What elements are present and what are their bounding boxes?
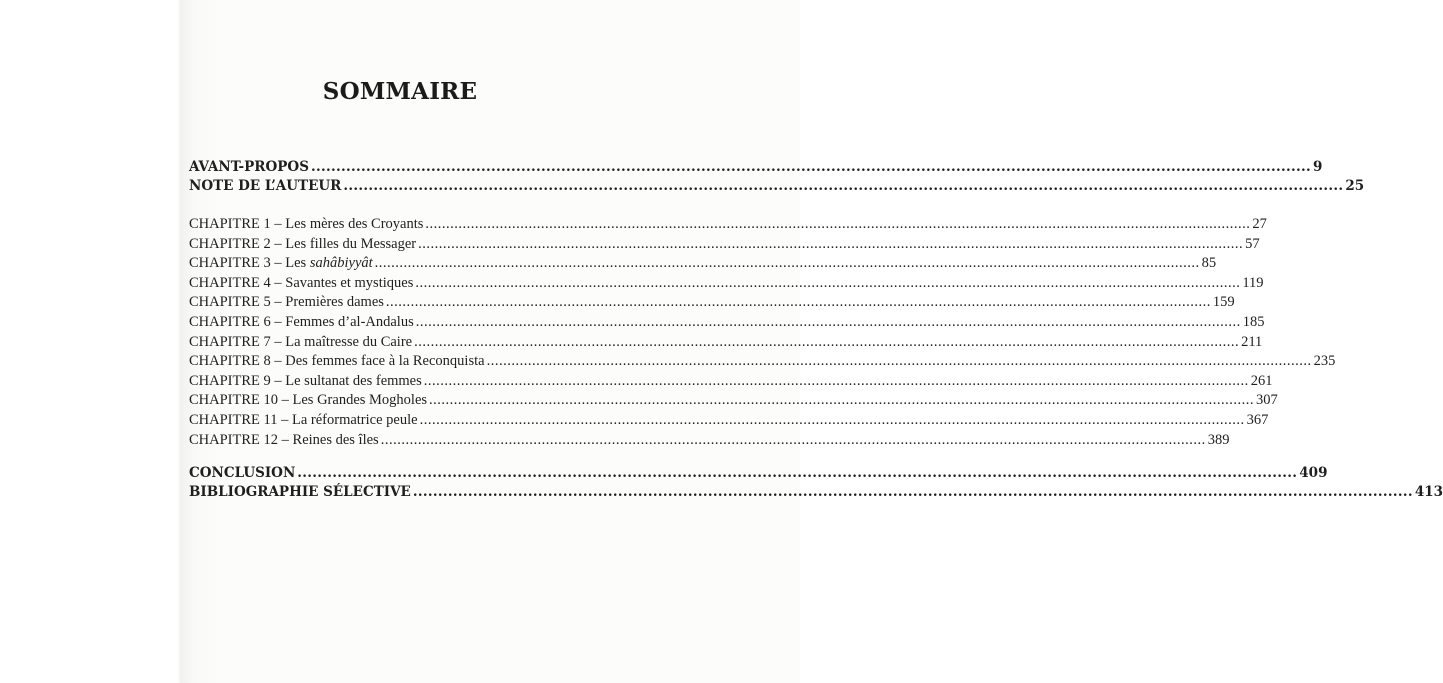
toc-entry-label: NOTE DE L’AUTEUR [189, 178, 342, 194]
leader-dots: ........................................................................................................................................................................................................ [486, 353, 1312, 370]
toc-entry-label-italic: sahâbiyyât [309, 255, 373, 272]
toc-entry-page: 409 [1299, 465, 1328, 481]
page-title: SOMMAIRE [322, 78, 478, 105]
leader-dots: ........................................................................................................................................................................................................ [429, 392, 1255, 409]
toc-entry-page: 413 [1414, 484, 1443, 500]
toc-entry-page: 235 [1313, 353, 1336, 370]
toc-entry-page: 185 [1242, 313, 1265, 330]
toc-entry-chapitre-8 [189, 352, 1336, 372]
toc-entry-avant-propos [189, 158, 1323, 177]
toc-entry-label: CHAPITRE 6 – Femmes d’al-Andalus [189, 313, 414, 330]
leader-dots: ........................................................................................................................................................................................................ [412, 484, 1413, 500]
toc-entry-page: 159 [1212, 294, 1235, 311]
toc-entry-chapitre-2 [189, 235, 1260, 255]
toc-entry-chapitre-4 [189, 274, 1264, 294]
toc-entry-bibliographie [189, 483, 1443, 502]
toc-entry-page: 9 [1312, 159, 1323, 175]
toc-entry-note-auteur [189, 177, 1365, 196]
toc-entry-chapitre-1 [189, 215, 1267, 235]
toc-entry-page: 27 [1252, 216, 1267, 232]
toc-entry-page: 25 [1345, 178, 1365, 194]
toc-entry-page: 367 [1246, 411, 1269, 428]
leader-dots: ........................................................................................................................................................................................................ [418, 235, 1244, 252]
leader-dots: ........................................................................................................................................................................................................ [297, 465, 1298, 481]
toc-entry-label: BIBLIOGRAPHIE SÉLECTIVE [189, 484, 411, 500]
leader-dots: ........................................................................................................................................................................................................ [385, 294, 1211, 311]
toc-entry-label: CHAPITRE 3 – Les [189, 255, 310, 272]
toc-entry-page: 211 [1241, 333, 1263, 350]
leader-dots: ........................................................................................................................................................................................................ [423, 372, 1249, 389]
toc-entry-chapitre-12 [189, 431, 1230, 451]
leader-dots: ........................................................................................................................................................................................................ [343, 178, 1344, 194]
toc-entry-label: AVANT-PROPOS [189, 159, 309, 175]
leader-dots: ........................................................................................................................................................................................................ [415, 313, 1241, 330]
toc-entry-page: 307 [1256, 392, 1278, 409]
leader-dots: ........................................................................................................................................................................................................ [380, 431, 1206, 448]
toc-entry-label: CHAPITRE 8 – Des femmes face à la Reconquista [189, 353, 485, 370]
toc-entry-chapitre-10 [189, 391, 1278, 411]
toc-entry-conclusion [189, 464, 1328, 483]
toc-entry-label: CHAPITRE 11 – La réformatrice peule [189, 411, 418, 428]
toc-entry-page: 261 [1250, 372, 1273, 389]
toc-entry-chapitre-6 [189, 313, 1265, 333]
toc-back-matter [189, 464, 1443, 502]
leader-dots: ........................................................................................................................................................................................................ [415, 274, 1241, 291]
toc-entry-page: 119 [1242, 274, 1264, 291]
toc-entry-label: CONCLUSION [189, 465, 296, 481]
toc-entry-label: CHAPITRE 1 – Les mères des Croyants [189, 216, 424, 232]
toc-entry-page: 389 [1207, 431, 1230, 448]
toc-entry-chapitre-11 [189, 411, 1269, 431]
toc-entry-label: CHAPITRE 4 – Savantes et mystiques [189, 274, 414, 291]
leader-dots: ........................................................................................................................................................................................................ [374, 255, 1200, 272]
leader-dots: ........................................................................................................................................................................................................ [414, 333, 1240, 350]
toc-entry-chapitre-7 [189, 333, 1263, 353]
toc-entry-page: 85 [1201, 255, 1217, 272]
toc-entry-chapitre-9 [189, 372, 1273, 392]
toc-entry-label: CHAPITRE 7 – La maîtresse du Caire [189, 333, 413, 350]
leader-dots: ........................................................................................................................................................................................................ [419, 411, 1245, 428]
toc-entry-label: CHAPITRE 2 – Les filles du Messager [189, 235, 417, 252]
toc-chapters [189, 215, 1336, 450]
toc-entry-chapitre-5 [189, 293, 1235, 313]
toc-entry-chapitre-3 [189, 254, 1217, 274]
leader-dots: ........................................................................................................................................................................................................ [310, 159, 1311, 175]
toc-entry-label: CHAPITRE 12 – Reines des îles [189, 431, 379, 448]
toc-entry-label: CHAPITRE 10 – Les Grandes Mogholes [189, 392, 428, 409]
toc-entry-label: CHAPITRE 5 – Premières dames [189, 294, 384, 311]
toc-entry-label: CHAPITRE 9 – Le sultanat des femmes [189, 372, 422, 389]
toc-front-matter [189, 158, 1365, 196]
leader-dots: ........................................................................................................................................................................................................ [425, 216, 1251, 232]
toc-entry-page: 57 [1245, 235, 1260, 252]
